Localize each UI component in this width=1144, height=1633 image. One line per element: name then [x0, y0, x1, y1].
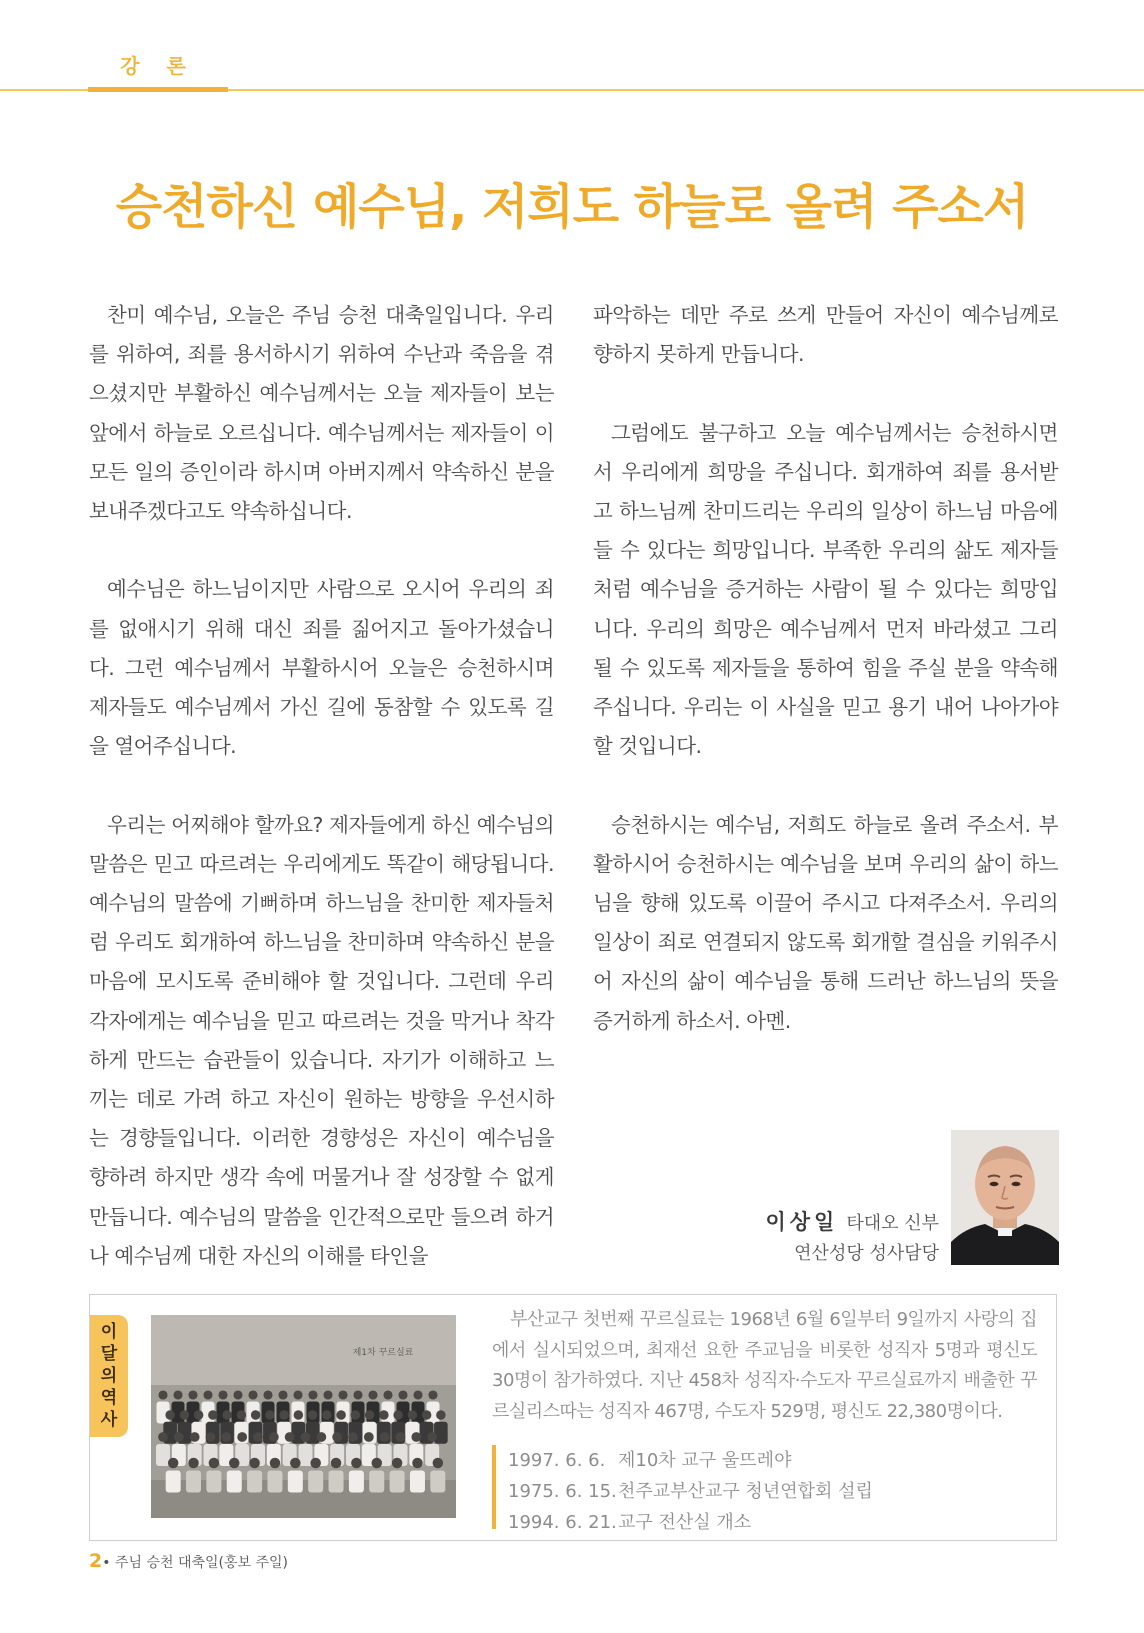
header-rule-accent [88, 87, 228, 92]
person-head [379, 1410, 389, 1420]
person-figure [206, 1471, 221, 1493]
section-tag: 강 론 [120, 54, 196, 78]
person-head [209, 1458, 220, 1469]
event-title: 교구 전산실 개소 [618, 1512, 752, 1533]
person-head [290, 1458, 301, 1469]
person-head [365, 1410, 375, 1420]
person-head [396, 1432, 406, 1442]
person-head [392, 1458, 403, 1469]
history-events [492, 1445, 873, 1533]
paragraph: 그럼에도 불구하고 오늘 예수님께서는 승천하시면서 우리에게 희망을 주십니다. 회개하여 죄를 용서받고 하느님께 찬미드리는 우리의 일상이 하느님 마음에 들 수 있다는 희망입니다. 부족한 우리의 삶도 제자들처럼 예수님을 증거하는 사람이 될 수 있다는 희망입니다. 우리의 희망은 예수님께서 먼저 바라셨고 그리될 수 있도록 제자들을 통하여 힘을 주실 분을 약속해 주십니다. 우리는 이 사실을 믿고 용기 내어 나아가야 할 것입니다. [593, 420, 1058, 759]
person-head [412, 1458, 423, 1469]
person-head [323, 1390, 332, 1399]
person-head [368, 1390, 377, 1399]
person-figure [329, 1471, 344, 1493]
history-tab-char: 사 [100, 1410, 118, 1430]
person-head [248, 1390, 257, 1399]
author-parish: 연산성당 성사담당 [794, 1243, 939, 1264]
person-head [322, 1410, 332, 1420]
group-photo-illustration [151, 1315, 456, 1518]
paragraph: 우리는 어찌해야 할까요? 제자들에게 하신 예수님의 말씀은 믿고 따르려는 우리에게도 똑같이 해당됩니다. 예수님의 말씀에 기뻐하며 하느님을 찬미한 제자들처럼 우리도 회개하여 하느님을 찬미하며 약속하신 분을 마음에 모시도록 준비해야 할 것입니다. 그런데 우리 각자에게는 예수님을 믿고 따르려는 것을 막거나 착각하게 만드는 습관들이 있습니다. 자기가 이해하고 느끼는 데로 가려 하고 자신이 원하는 방향을 우선시하는 경향들입니다. 이러한 경향성은 자신이 예수님을 향하려 하지만 생각 속에 머물거나 잘 성장할 수 없게 만듭니다. 예수님의 말씀을 인간적으로만 들으려 하거나 예수님께 대한 자신의 이해를 타인을 [89, 812, 554, 1268]
person-head [338, 1390, 347, 1399]
person-figure [349, 1471, 364, 1493]
person-head [383, 1390, 392, 1399]
person-head [218, 1390, 227, 1399]
person-figure [434, 1422, 448, 1444]
person-head [422, 1410, 432, 1420]
person-figure [227, 1471, 242, 1493]
person-head [353, 1390, 362, 1399]
history-group-photo [151, 1315, 456, 1518]
priest-portrait-illustration [951, 1130, 1059, 1265]
photo-caption: 제1차 꾸르실료 [352, 1348, 414, 1358]
person-head [237, 1432, 247, 1442]
person-head [372, 1458, 383, 1469]
history-tab-char: 이 [100, 1322, 118, 1342]
paragraph: 찬미 예수님, 오늘은 주님 승천 대축일입니다. 우리를 위하여, 죄를 용서하시기 위하여 수난과 죽음을 겪으셨지만 부활하신 예수님께서는 오늘 제자들이 보는 앞에서 하늘로 오르십니다. 예수님께서는 제자들이 이 모든 일의 증인이라 하시며 아버지께서 약속하신 분을 보내주겠다고도 약속하십니다. [89, 303, 554, 524]
author-portrait [951, 1130, 1059, 1265]
person-head [188, 1390, 197, 1399]
person-figure [267, 1471, 282, 1493]
person-head [233, 1390, 242, 1399]
person-figure [369, 1471, 384, 1493]
person-head [206, 1432, 216, 1442]
history-event [508, 1507, 873, 1538]
paragraph: 파악하는 데만 주로 쓰게 만들어 자신이 예수님께로 향하지 못하게 만듭니다. [593, 303, 1058, 367]
paragraph: 예수님은 하느님이지만 사람으로 오시어 우리의 죄를 없애시기 위해 대신 죄를 짊어지고 돌아가셨습니다. 그런 예수님께서 부활하시어 오늘은 승천하시며 제자들도 예수님께서 가신 길에 동참할 수 있도록 길을 열어주십니다. [89, 577, 554, 759]
person-head [269, 1432, 279, 1442]
person-head [336, 1410, 346, 1420]
person-head [308, 1390, 317, 1399]
person-head [351, 1458, 362, 1469]
history-text: 부산교구 첫번째 꾸르실료는 1968년 6월 6일부터 9일까지 사랑의 집에서 실시되었으며, 최재선 요한 주교님을 비롯한 성직자 5명과 평신도 30명이 참가하였다. 지난 458차 성직자·수도자 꾸르실료까지 배출한 꾸르실리스따는 성직자 467명, 수도자 529명, 평신도 22,380명이다. [492, 1309, 1037, 1422]
person-head [316, 1432, 326, 1442]
person-head [413, 1390, 422, 1399]
body-column-right [593, 296, 1058, 1041]
person-figure [288, 1471, 303, 1493]
person-head [188, 1458, 199, 1469]
event-title: 천주교부산교구 청년연합회 설립 [618, 1481, 873, 1502]
person-head [173, 1390, 182, 1399]
event-date: 1997. 6. 6. [508, 1450, 606, 1471]
event-title: 제10차 교구 울뜨레야 [618, 1450, 792, 1471]
author-name: 이상일 [765, 1210, 839, 1234]
history-tab [90, 1315, 128, 1437]
person-head [270, 1458, 281, 1469]
person-head [279, 1410, 289, 1420]
person-head [158, 1390, 167, 1399]
person-head [332, 1432, 342, 1442]
event-date: 1994. 6. 21. [508, 1512, 617, 1533]
person-figure [299, 1444, 313, 1466]
person-head [190, 1432, 200, 1442]
page-footer [89, 1550, 288, 1572]
person-head [294, 1410, 304, 1420]
person-head [174, 1432, 184, 1442]
person-head [194, 1410, 204, 1420]
event-date: 1975. 6. 15. [508, 1481, 617, 1502]
person-head [310, 1458, 321, 1469]
person-head [408, 1410, 418, 1420]
person-head [293, 1390, 302, 1399]
paragraph: 승천하시는 예수님, 저희도 하늘로 올려 주소서. 부활하시어 승천하시는 예수님을 보며 우리의 삶이 하느님을 향해 있도록 이끌어 주시고 다져주소서. 우리의 일상이 죄로 연결되지 않도록 회개할 결심을 키워주시어 자신의 삶이 예수님을 통해 드러난 하느님의 뜻을 증거하게 하소서. 아멘. [593, 812, 1058, 1033]
person-head [180, 1410, 190, 1420]
person-head [308, 1410, 318, 1420]
person-head [278, 1390, 287, 1399]
person-head [263, 1390, 272, 1399]
person-head [165, 1410, 175, 1420]
person-head [222, 1410, 232, 1420]
person-head [249, 1458, 260, 1469]
person-head [158, 1432, 168, 1442]
person-figure [390, 1471, 405, 1493]
person-head [436, 1410, 446, 1420]
person-head [380, 1432, 390, 1442]
person-figure [186, 1471, 201, 1493]
person-head [168, 1458, 179, 1469]
person-figure [430, 1471, 445, 1493]
person-head [253, 1432, 263, 1442]
person-head [301, 1432, 311, 1442]
person-head [229, 1458, 240, 1469]
person-head [285, 1432, 295, 1442]
page-number: 2 [89, 1550, 103, 1572]
person-figure [308, 1471, 323, 1493]
history-tab-char: 역 [100, 1388, 118, 1408]
history-tab-char: 의 [100, 1366, 118, 1386]
person-head [331, 1458, 342, 1469]
person-figure [410, 1471, 425, 1493]
footer-separator: • [102, 1555, 111, 1571]
person-head [221, 1432, 231, 1442]
person-figure [156, 1444, 170, 1466]
person-head [364, 1432, 374, 1442]
author-role: 타대오 신부 [846, 1213, 939, 1234]
person-head [351, 1410, 361, 1420]
footer-text: 주님 승천 대축일(홍보 주일) [114, 1555, 288, 1571]
person-figure [166, 1471, 181, 1493]
person-head [427, 1432, 437, 1442]
person-figure [247, 1471, 262, 1493]
person-head [348, 1432, 358, 1442]
body-column-left [89, 296, 554, 1276]
person-head [237, 1410, 247, 1420]
person-head [398, 1390, 407, 1399]
history-box [89, 1294, 1057, 1541]
person-head [203, 1390, 212, 1399]
history-event [508, 1445, 873, 1476]
person-head [428, 1390, 437, 1399]
author-byline [765, 1207, 939, 1269]
history-tab-char: 달 [100, 1344, 118, 1364]
article-title: 승천하신 예수님, 저희도 하늘로 올려 주소서 [115, 179, 1029, 235]
history-event [508, 1476, 873, 1507]
person-head [411, 1432, 421, 1442]
person-head [208, 1410, 218, 1420]
person-head [393, 1410, 403, 1420]
person-head [265, 1410, 275, 1420]
person-head [251, 1410, 261, 1420]
person-head [433, 1458, 444, 1469]
